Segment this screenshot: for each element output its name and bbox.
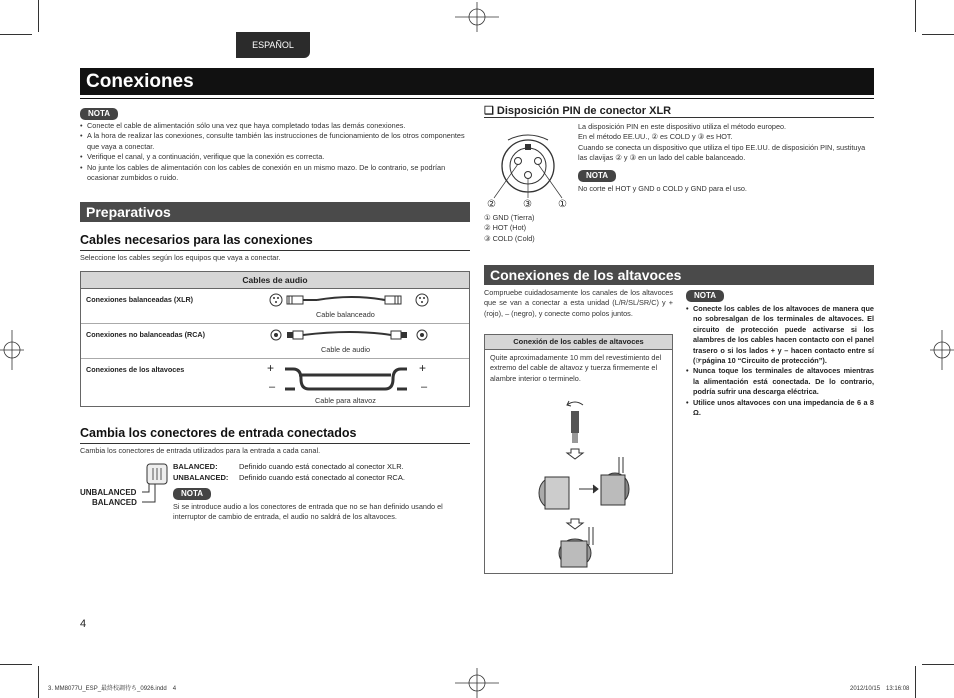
legend-item: ① GND (Tierra)	[484, 213, 535, 222]
rca-cable-icon	[267, 328, 432, 342]
row-caption: Cable balanceado	[316, 310, 375, 319]
unbalanced-def	[173, 472, 470, 483]
xlr-note: No corte el HOT y GND o COLD y GND para el uso.	[578, 184, 747, 193]
page-number: 4	[80, 618, 87, 630]
minus-sign: –	[269, 381, 276, 393]
table-header: Cables de audio	[81, 272, 469, 289]
pin-label: ①	[558, 199, 567, 210]
nota-badge: NOTA	[578, 170, 616, 182]
wire-stripping-illustration	[505, 395, 655, 570]
balanced-def	[173, 461, 470, 472]
page-title: Conexiones	[80, 68, 874, 95]
table-row	[81, 289, 469, 324]
table-row	[81, 359, 469, 409]
section-preparativos: Preparativos	[80, 202, 470, 222]
registration-mark-bottom	[455, 668, 499, 698]
row-label: Conexiones balanceadas (XLR)	[86, 295, 194, 304]
list-item: • A la hora de realizar las conexiones, consulte también las instrucciones de funcionamiento de los otros componentes que vaya a conectar.	[80, 131, 470, 152]
row-caption: Cable de audio	[321, 345, 371, 354]
footer-file: 3. MM8077U_ESP_最終校調待ち_0926.indd 4	[48, 686, 177, 692]
legend-item: ③ COLD (Cold)	[484, 233, 535, 243]
cambia-note: Si se introduce audio a los conectores de entrada que no se han definido usando el interruptor de cambio de entrada, el audio no saldrá de los altavoces.	[173, 502, 443, 522]
xlr-desc-line: La disposición PIN en este dispositivo utiliza el método europeo.	[578, 122, 787, 131]
xlr-desc-line: Cuando se conecta un dispositivo que utiliza el tipo EE.UU. de disposición PIN, sustituya las clavijas ② y ③ en un lado del cable balanceado.	[578, 142, 866, 163]
altavoces-intro: Compruebe cuidadosamente los canales de los altavoces que se van a conectar a esta unidad (L/R/SL/SR/C) y + (rojo), – (negro), y conecte como polos juntos.	[484, 288, 673, 318]
list-item: • No junte los cables de alimentación con los cables de conexión en un mismo mazo. De lo contrario, se podrían ocasionar zumbidos o ruido.	[80, 163, 470, 184]
row-label: Conexiones de los altavoces	[86, 365, 185, 374]
list-item: • Verifique el canal, y a continuación, verifique que la conexión es correcta.	[80, 152, 470, 162]
language-tab: ESPAÑOL	[236, 32, 310, 58]
xlr-rule	[484, 117, 874, 118]
balanced-key: BALANCED:	[173, 462, 218, 471]
xlr-legend	[484, 213, 535, 244]
unbalanced-key: UNBALANCED:	[173, 473, 229, 482]
balanced-value: Definido cuando está conectado al conector XLR.	[239, 462, 404, 471]
cables-title: Cables necesarios para las conexiones	[80, 233, 313, 247]
list-item: • Conecte el cable de alimentación sólo una vez que haya completado todas las demás conexiones.	[80, 121, 470, 131]
row-caption: Cable para altavoz	[315, 396, 376, 405]
legend-item: ② HOT (Hot)	[484, 223, 527, 233]
list-item: • Conecte los cables de los altavoces de manera que no sobresalgan de los terminales de altavoces. El circuito de protección puede activarse si los alambres de los cables hacen contacto con el panel trasero o si los lados + y – hacen contacto entre sí (☞página 10 “Circuito de protección”).	[686, 304, 874, 366]
speaker-cable-box	[484, 334, 673, 574]
table-row	[81, 324, 469, 359]
title-rule	[80, 98, 874, 99]
minus-sign: –	[421, 381, 428, 393]
box-text: Quite aproximadamente 10 mm del revestimiento del extremo del cable de altavoz y tuerza firmemente el alambre interior o terminelo.	[490, 353, 662, 383]
cambia-rule	[80, 443, 470, 444]
nota-badge: NOTA	[686, 290, 724, 302]
nota-badge: NOTA	[80, 108, 118, 120]
registration-mark-left	[0, 330, 24, 370]
xlr-pin-diagram	[488, 130, 568, 202]
plus-sign: +	[267, 361, 275, 375]
footer-date: 2012/10/15 13:16:08	[850, 686, 910, 692]
registration-mark-top	[455, 2, 499, 32]
altavoces-notes-list	[686, 304, 874, 418]
pin-label: ②	[487, 199, 496, 210]
cables-rule	[80, 250, 470, 251]
xlr-cable-icon	[267, 292, 432, 308]
pin-label: ③	[523, 199, 532, 210]
box-header: Conexión de los cables de altavoces	[485, 335, 672, 350]
xlr-title: ❑ Disposición PIN de conector XLR	[484, 105, 672, 117]
registration-mark-right	[930, 330, 954, 370]
xlr-desc-line: En el método EE.UU., ② es COLD y ③ es HOT.	[578, 132, 733, 142]
cables-table	[80, 271, 470, 407]
switch-label-balanced: BALANCED	[92, 498, 137, 507]
section-altavoces: Conexiones de los altavoces	[484, 265, 874, 285]
plus-sign: +	[419, 361, 427, 375]
speaker-cable-icon	[281, 365, 411, 393]
switch-label-unbalanced: UNBALANCED	[80, 488, 137, 497]
list-item: • Utilice unos altavoces con una impedancia de 6 a 8 Ω.	[686, 398, 874, 419]
cables-intro: Seleccione los cables según los equipos que vaya a conectar.	[80, 253, 281, 262]
xlr-description	[578, 122, 874, 164]
nota-badge: NOTA	[173, 488, 211, 500]
input-switch-icon	[141, 462, 171, 508]
unbalanced-value: Definido cuando está conectado al conector RCA.	[239, 473, 405, 482]
cambia-title: Cambia los conectores de entrada conectados	[80, 426, 357, 440]
row-label: Conexiones no balanceadas (RCA)	[86, 330, 206, 339]
list-item: • Nunca toque los terminales de altavoces mientras la alimentación está conectada. De lo contrario, podría sufrir una descarga eléctrica.	[686, 366, 874, 397]
top-notes-list	[80, 121, 470, 183]
cambia-intro: Cambia los conectores de entrada utilizados para la entrada a cada canal.	[80, 446, 321, 455]
